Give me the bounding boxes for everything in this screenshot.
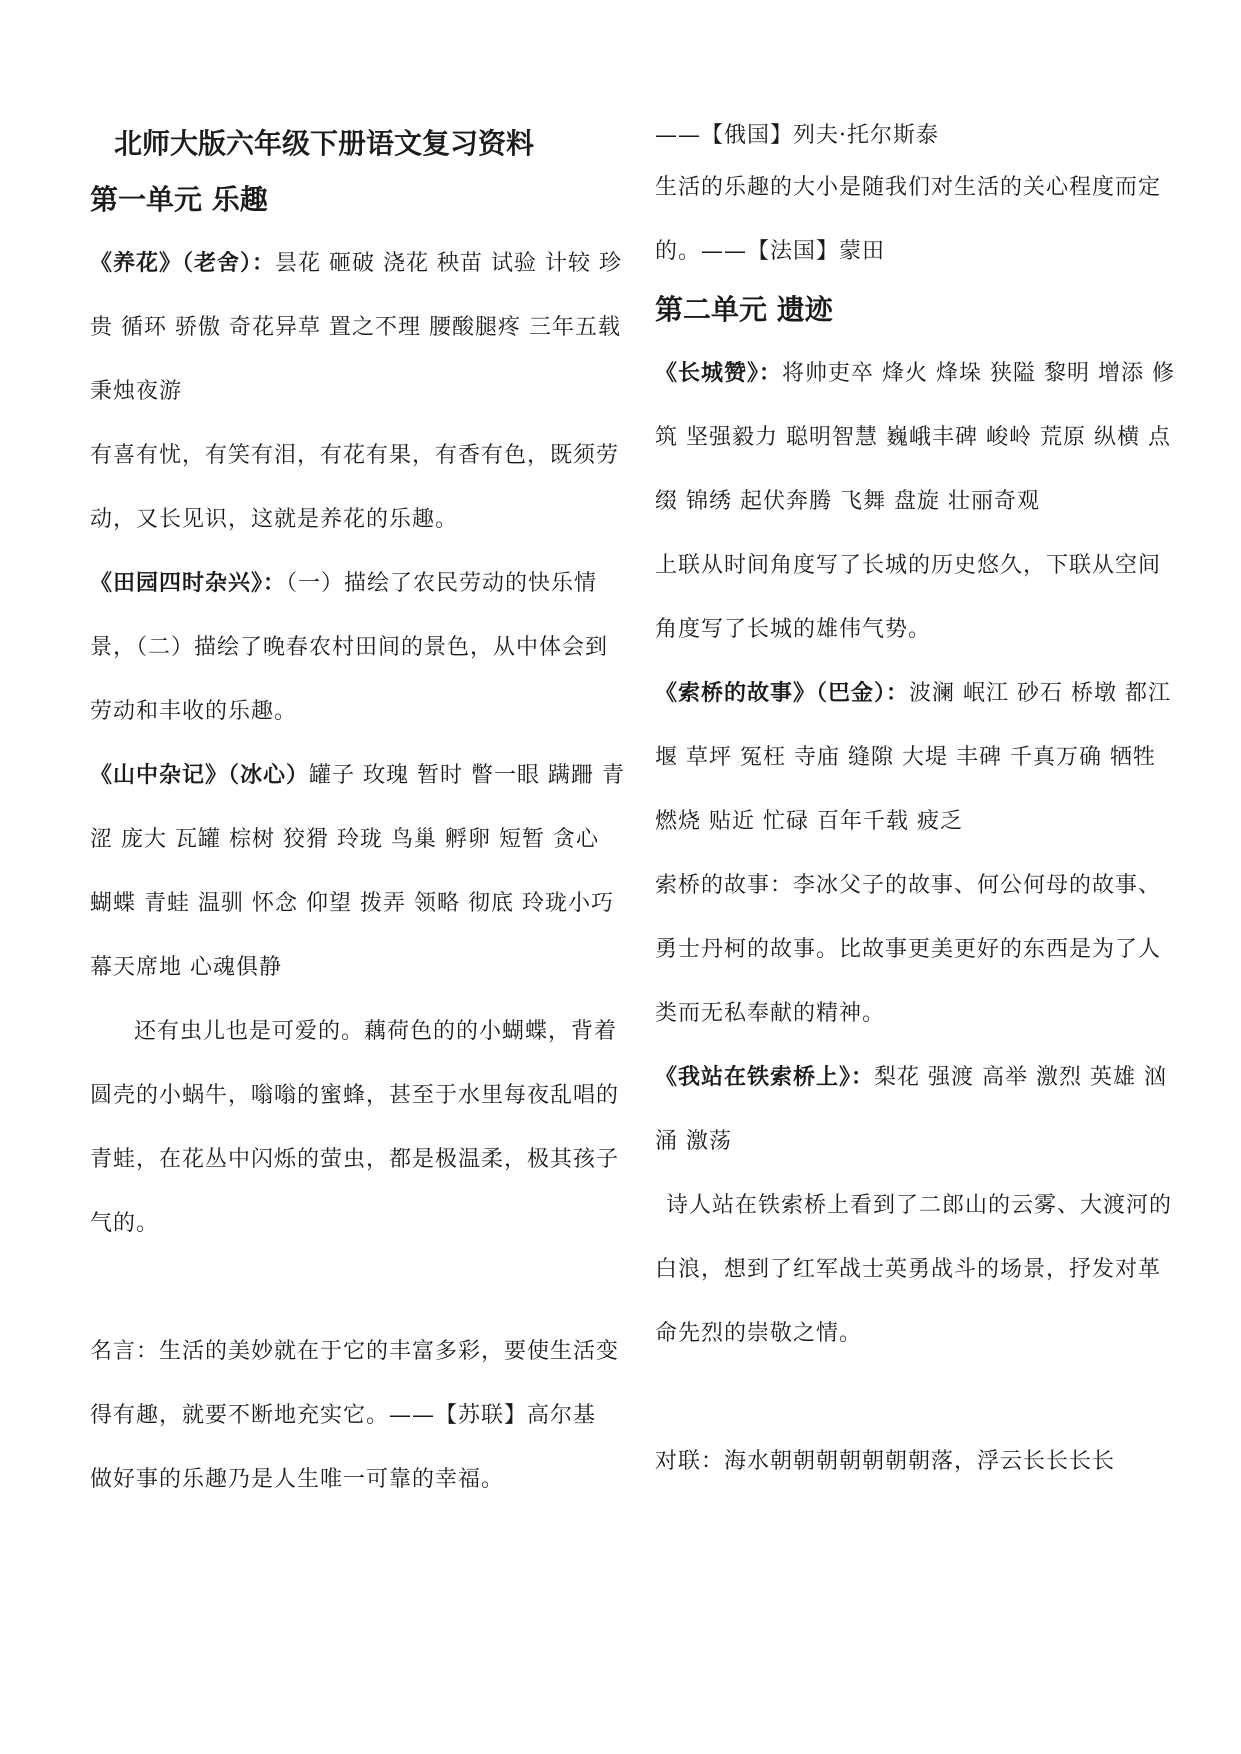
lesson1-quote: 有喜有忧，有笑有泪，有花有果，有香有色，既须劳动，又长见识，这就是养花的乐趣。 bbox=[90, 443, 620, 532]
document-title: 北师大版六年级下册语文复习资料 bbox=[114, 127, 535, 160]
lesson2-text: （一）描绘了农民劳动的快乐情景，（二）描绘了晚春农村田间的景色，从中体会到劳动和丰收的乐趣。 bbox=[90, 571, 609, 724]
lesson3-paragraph bbox=[90, 744, 625, 1000]
lesson5-vocab: 波澜 岷江 砂石 桥墩 都江堰 草坪 冤枉 寺庙 缝隙 大堤 丰碑 千真万确 牺牲 燃烧 贴近 忙碌 百年千载 疲乏 bbox=[655, 681, 1171, 834]
motto-tolstoy: 做好事的乐趣乃是人生唯一可靠的幸福。 bbox=[90, 1467, 505, 1492]
lesson5-title: 《索桥的故事》（巴金）： bbox=[655, 681, 910, 706]
blank-line bbox=[90, 1256, 625, 1320]
lesson1-title: 《养花》（老舍）： bbox=[90, 251, 276, 276]
lesson6-vocab: 梨花 强渡 高举 激烈 英雄 汹涌 激荡 bbox=[655, 1065, 1167, 1154]
motto-gorky: 名言：生活的美妙就在于它的丰富多彩，要使生活变得有趣，就要不断地充实它。——【苏联】高尔基 bbox=[90, 1339, 620, 1428]
lesson4-text: 上联从时间角度写了长城的历史悠久，下联从空间角度写了长城的雄伟气势。 bbox=[655, 553, 1162, 642]
lesson2-paragraph bbox=[90, 552, 625, 744]
lesson3-vocab: 罐子 玫瑰 暂时 瞥一眼 蹒跚 青涩 庞大 瓦罐 棕树 狡猾 玲珑 鸟巢 孵卵 短暂 贪心 蝴蝶 青蛙 温驯 怀念 仰望 拨弄 领略 彻底 玲珑小巧 幕天席地 心魂俱静 bbox=[90, 763, 625, 980]
lesson6-paragraph bbox=[655, 1046, 1180, 1174]
lesson1-paragraph bbox=[90, 232, 625, 424]
lesson1-vocab: 昙花 砸破 浇花 秧苗 试验 计较 珍贵 循环 骄傲 奇花异草 置之不理 腰酸腿疼 三年五载 秉烛夜游 bbox=[90, 251, 622, 404]
unit2-heading: 第二单元 遗迹 bbox=[655, 293, 833, 326]
motto-montaigne: 生活的乐趣的大小是随我们对生活的关心程度而定的。——【法国】蒙田 bbox=[655, 175, 1162, 264]
lesson6-title: 《我站在铁索桥上》： bbox=[655, 1065, 875, 1090]
lesson4-title: 《长城赞》： bbox=[655, 361, 783, 386]
left-column bbox=[90, 118, 625, 1512]
lesson3-title: 《山中杂记》（冰心） bbox=[90, 763, 310, 788]
motto-tolstoy-author: ——【俄国】列夫·托尔斯泰 bbox=[655, 123, 939, 148]
blank-line bbox=[655, 1366, 1180, 1430]
lesson4-vocab: 将帅吏卒 烽火 烽垛 狭隘 黎明 增添 修筑 坚强毅力 聪明智慧 巍峨丰碑 峻岭 荒原 纵横 点缀 锦绣 起伏奔腾 飞舞 盘旋 壮丽奇观 bbox=[655, 361, 1175, 514]
lesson5-paragraph bbox=[655, 662, 1180, 854]
lesson3-quote: 还有虫儿也是可爱的。藕荷色的的小蝴蝶，背着圆壳的小蜗牛，嗡嗡的蜜蜂，甚至于水里每夜乱唱的青蛙，在花丛中闪烁的萤虫，都是极温柔，极其孩子气的。 bbox=[90, 1019, 620, 1236]
lesson4-paragraph bbox=[655, 342, 1180, 534]
lesson5-text: 索桥的故事：李冰父子的故事、何公何母的故事、勇士丹柯的故事。比故事更美更好的东西是为了人类而无私奉献的精神。 bbox=[655, 873, 1162, 1026]
couplet: 对联：海水朝朝朝朝朝朝朝落，浮云长长长长 bbox=[655, 1449, 1116, 1474]
lesson2-title: 《田园四时杂兴》： bbox=[90, 571, 287, 596]
lesson6-text: 诗人站在铁索桥上看到了二郎山的云雾、大渡河的白浪，想到了红军战士英勇战斗的场景，抒发对革命先烈的崇敬之情。 bbox=[655, 1193, 1173, 1346]
right-column bbox=[655, 118, 1180, 1494]
unit1-heading: 第一单元 乐趣 bbox=[90, 183, 268, 216]
